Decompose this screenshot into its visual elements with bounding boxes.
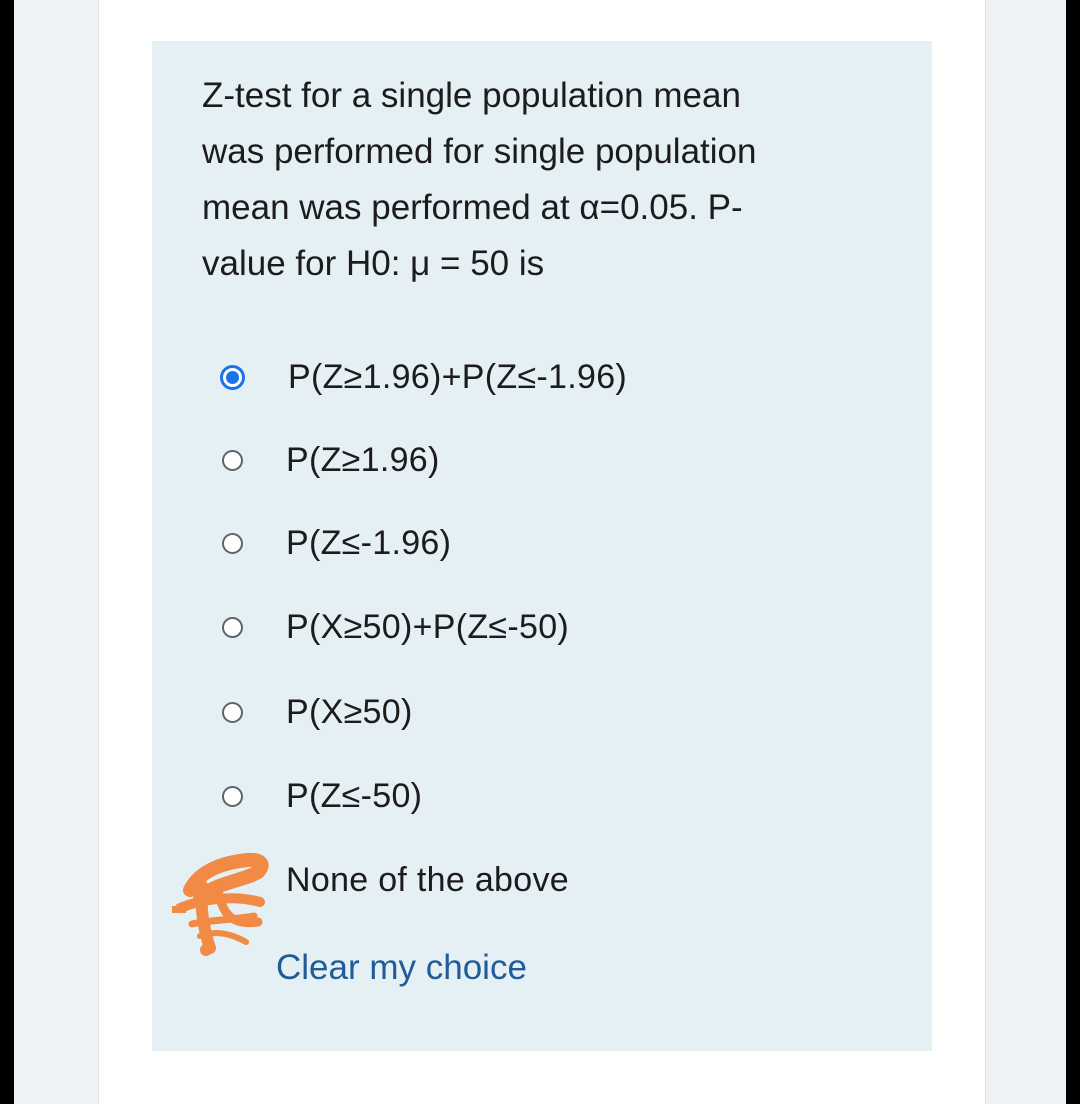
option-4[interactable] [222,602,570,652]
option-label: P(Z≥1.96) [286,440,440,479]
option-label: P(Z≥1.96)+P(Z≤-1.96) [288,357,628,396]
option-label: P(X≥50) [286,692,413,731]
radio-icon[interactable] [222,786,243,807]
option-6[interactable] [222,771,423,821]
option-label: P(Z≤-1.96) [286,523,452,562]
radio-icon[interactable] [222,533,243,554]
option-5[interactable] [222,687,413,737]
radio-icon[interactable] [222,450,243,471]
option-3[interactable] [222,518,452,568]
radio-selected-icon[interactable] [220,365,245,390]
radio-icon[interactable] [222,617,243,638]
radio-icon[interactable] [222,702,243,723]
question-text: Z-test for a single population mean was performed for single population mean was performed at α=0.05. P- value for H0: μ = 50 is [202,76,757,283]
clear-choice-link[interactable]: Clear my choice [276,948,527,987]
option-label: None of the above [286,860,569,899]
option-label: P(X≥50)+P(Z≤-50) [286,607,570,646]
option-label: P(Z≤-50) [286,776,423,815]
scribble-mark-icon [170,850,270,960]
option-1[interactable] [222,352,628,402]
option-2[interactable] [222,435,440,485]
